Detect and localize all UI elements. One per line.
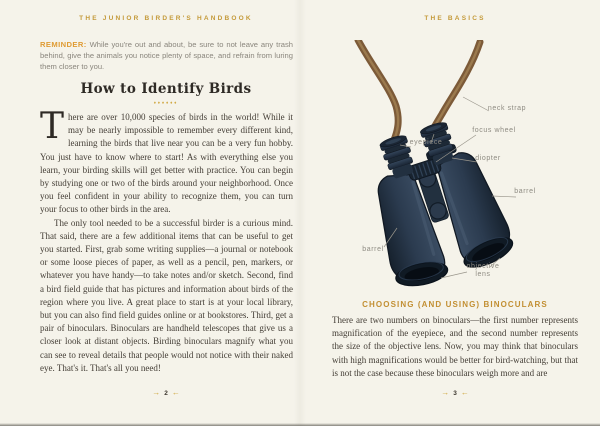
- label-focus-wheel: focus wheel: [472, 127, 516, 134]
- running-head-right: THE BASICS: [424, 15, 486, 22]
- page-number-left: [36, 388, 296, 397]
- reminder-label: REMINDER:: [40, 40, 87, 49]
- paragraph-1-text: here are over 10,000 species of birds in the world! While it may be nearly impossible to remember every different kind, learning the birds that live near you can be a very fun hobby. You just have to know where to start! As with everything else you learn, your birding skills will get better with practice. You can begin by studying one or two of the birds around your neighborhood. Once you feel confident in your ability to recognize them, you can turn your focus to other birds in the area.: [40, 112, 293, 215]
- page-number-right: [320, 388, 590, 397]
- right-body-text: There are two numbers on binoculars—the first number represents magnification of the eyepiece, and the second number represents the size of the objective lens. Now, you may think that binoculars with high magnifications would be better for bird-watching, but that is not the case because these binoculars weigh more and are: [332, 315, 578, 378]
- chapter-title: How to Identify Birds: [80, 81, 252, 97]
- page-number: 2: [164, 389, 168, 397]
- running-head-left: THE JUNIOR BIRDER'S HANDBOOK: [79, 15, 253, 22]
- label-barrel-right: barrel: [514, 188, 536, 195]
- right-page: [300, 0, 600, 426]
- title-ornament: ♦♦♦♦♦♦: [153, 100, 179, 105]
- footer-arrow-right-icon: →: [441, 388, 450, 397]
- footer-arrow-right-icon: →: [152, 388, 161, 397]
- binoculars-illustration: [300, 40, 600, 300]
- label-diopter: diopter: [475, 155, 501, 162]
- label-eyepiece: eyepiece: [409, 139, 443, 146]
- section-title: CHOOSING (AND USING) BINOCULARS: [362, 300, 548, 309]
- label-barrel-left: barrel: [362, 246, 384, 253]
- page-number: 3: [453, 389, 457, 397]
- label-objective-lens: objective lens: [466, 263, 500, 278]
- neck-strap-graphic: [358, 40, 480, 140]
- reminder-note: [40, 39, 293, 73]
- reminder-text: While you're out and about, be sure to not leave any trash behind, give the animals you notice plenty of space, and refrain from luring them closer to you.: [40, 40, 293, 72]
- footer-arrow-left-icon: ←: [460, 388, 469, 397]
- footer-arrow-left-icon: ←: [171, 388, 180, 397]
- paragraph-1: [40, 106, 293, 217]
- dropcap: T: [40, 106, 65, 147]
- paragraph-2: The only tool needed to be a successful birder is a curious mind. That said, there are a few additional items that can be useful to get you started. First, grab some writing supplies—a journal or notebook or some loose pieces of paper, as well as a pencil, pen, markers, or whatever you have handy—to take notes and/or sketch. Second, find a bird field guide that has pictures and information about birds of the region where you live. A great place to start is at your local library, but you can also find field guides online or at bookstores. Third, get a pair of binoculars. Binoculars are handheld telescopes that give us a closer look at distant objects. Birding binoculars magnify what you can see to reveal details that people would not notice with their naked eye. That's it. That's all you need!: [40, 217, 293, 373]
- label-neck-strap: neck strap: [487, 105, 527, 112]
- left-body-text: [40, 106, 293, 384]
